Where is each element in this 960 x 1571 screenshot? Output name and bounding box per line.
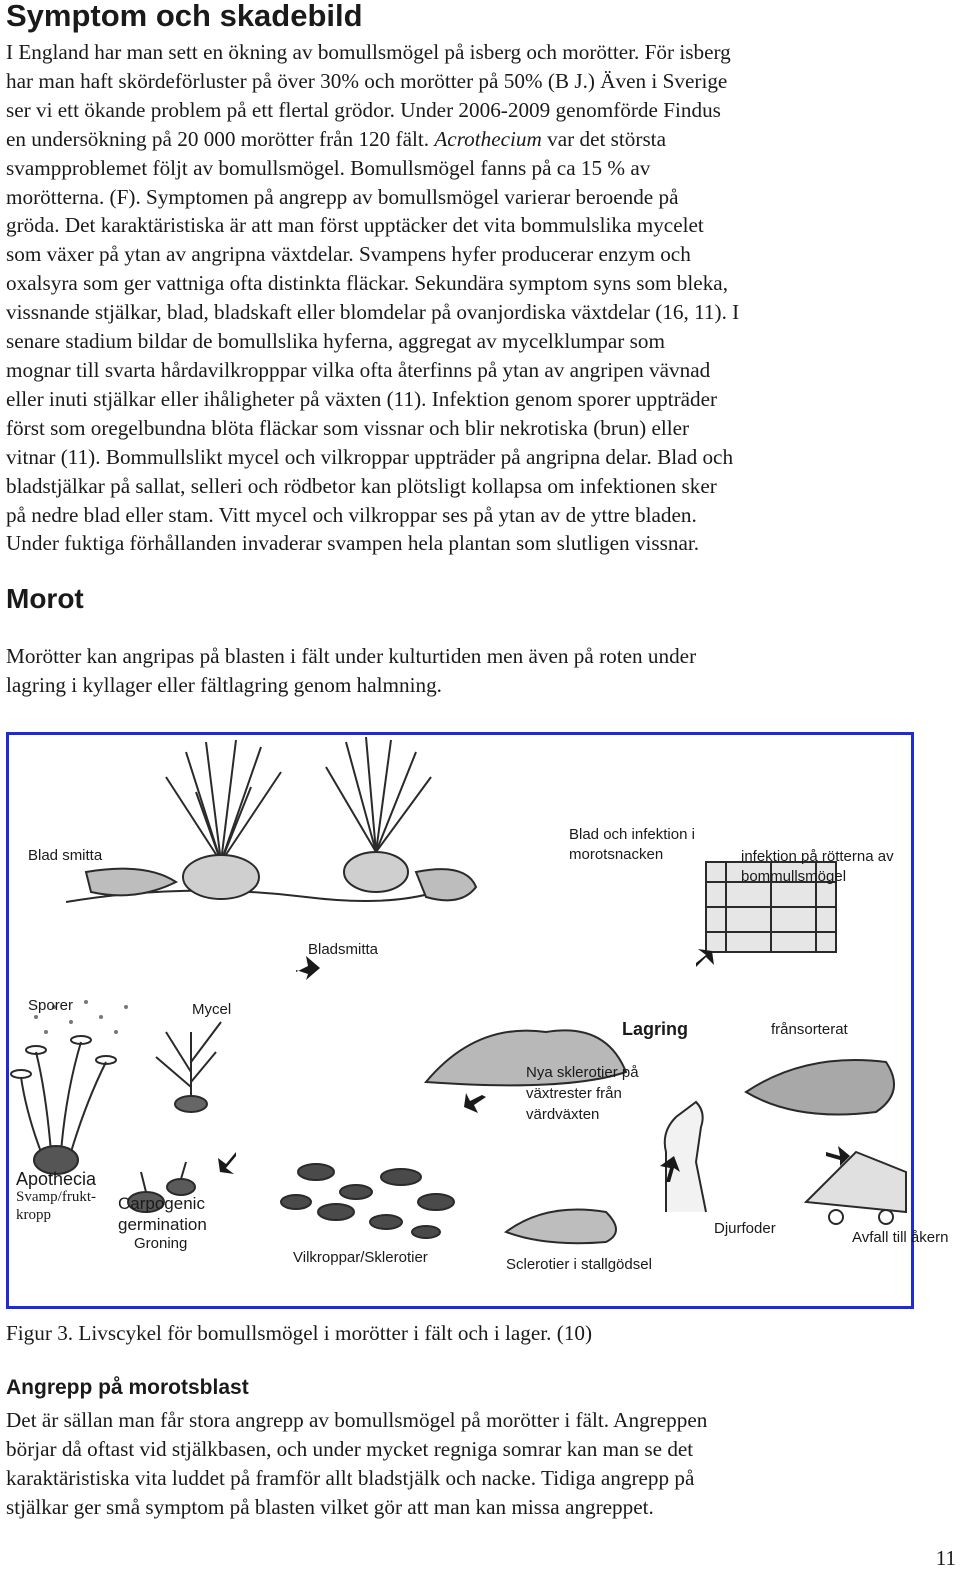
label-infektion-rot-2: bommullsmögel: [741, 868, 847, 885]
morot-paragraph: [6, 642, 958, 700]
angrepp-heading: Angrepp på morotsblast: [6, 1376, 249, 1399]
label-apothecia: Apothecia: [16, 1169, 97, 1189]
text-line: svampproblemet följt av bomullsmögel. Bomullsmögel fanns på ca 15 % av: [6, 155, 651, 180]
label-blad-infektion-2: morotsnacken: [569, 846, 664, 863]
label-lagring: Lagring: [622, 1019, 688, 1039]
text-line: mognar till svarta hårdavilkropppar vilka ofta återfinns på ytan av angripen vävnad: [6, 357, 711, 382]
text-line: börjar då oftast vid stjälkbasen, och under mycket regniga somrar kan man se det: [6, 1436, 694, 1461]
label-sporer: Sporer: [28, 997, 74, 1014]
text-line: morötterna. (F). Symptomen på angrepp av bomullsmögel varierar beroende på: [6, 184, 679, 209]
page-number: 11: [935, 1546, 956, 1570]
intro-paragraph: [6, 38, 958, 558]
text-line: Morötter kan angripas på blasten i fält under kulturtiden men även på roten under: [6, 644, 697, 668]
text-line: lagring i kyllager eller fältlagring genom halmning.: [6, 672, 442, 697]
text-line: först som oregelbundna blöta fläckar som vissnar och blir nekrotiska (brun) eller: [6, 415, 690, 440]
text-line: en undersökning på 20 000 morötter från 120 fält. Acrothecium var det största: [6, 126, 666, 151]
label-vilkroppar: Vilkroppar/Sklerotier: [293, 1249, 428, 1266]
text-line: oxalsyra som ger vattniga ofta distinkta fläckar. Sekundära symptom syns som bleka,: [6, 271, 728, 296]
label-djurfoder: Djurfoder: [714, 1220, 776, 1237]
text-line: gröda. Det karaktäristiska är att man först upptäcker det vita bommulslika mycelet: [6, 213, 704, 238]
label-carpogenic-2: germination: [118, 1215, 207, 1234]
angrepp-paragraph: [6, 1406, 958, 1522]
text-line: Det är sällan man får stora angrepp av bomullsmögel på morötter i fält. Angreppen: [6, 1408, 708, 1432]
label-sklerotier-stall: Sclerotier i stallgödsel: [506, 1256, 652, 1273]
text-line: har man haft skördeförluster på över 30% och morötter på 50% (B J.) Även i Sverige: [6, 68, 728, 93]
text-line: stjälkar ger små symptom på blasten vilket gör att man kan missa angreppet.: [6, 1494, 654, 1519]
label-nya-sklerotier-1: Nya sklerotier på: [526, 1064, 639, 1081]
label-avfall: Avfall till åkern: [852, 1229, 949, 1246]
text-line: vissnande stjälkar, blad, bladskaft eller blomdelar på ovanjordiska växtdelar (16, 11). I: [6, 300, 740, 325]
label-blad-smitta: Blad smitta: [28, 847, 103, 864]
label-carpogenic-1: Carpogenic: [118, 1194, 205, 1213]
label-svamp-frukt-2: kropp: [16, 1207, 51, 1223]
text-line: eller inuti stjälkar eller ihåligheter på växten (11). Infektion genom sporer uppträder: [6, 386, 718, 411]
label-nya-sklerotier-2: växtrester från: [526, 1085, 622, 1102]
label-svamp-frukt-1: Svamp/frukt-: [16, 1189, 96, 1205]
label-blad-infektion-1: Blad och infektion i: [569, 826, 695, 843]
text-line: senare stadium bildar de bomullslika hyferna, aggregat av mycelklumpar som: [6, 329, 665, 354]
text-line: karaktäristiska vita luddet på framför allt bladstjälk och nacke. Tidiga angrepp på: [6, 1465, 695, 1490]
text-line: som växer på ytan av angripna växtdelar. Svampens hyfer producerar enzym och: [6, 242, 691, 267]
label-infektion-rot-1: infektion på rötterna av: [741, 848, 894, 865]
label-mycel: Mycel: [192, 1001, 232, 1018]
text-line: vitnar (11). Bommullslikt mycel och vilkroppar uppträder på angripna delar. Blad och: [6, 444, 734, 469]
section-heading: Symptom och skadebild: [6, 0, 363, 33]
label-bladsmitta: Bladsmitta: [308, 941, 379, 958]
label-groning: Groning: [134, 1235, 188, 1252]
text-line: bladstjälkar på sallat, selleri och rödbetor kan plötsligt kollapsa om infektionen sker: [6, 473, 717, 498]
text-line: Under fuktiga förhållanden invaderar svampen hela plantan som slutligen vissnar.: [6, 531, 700, 556]
morot-heading: Morot: [6, 583, 84, 614]
figure-caption: Figur 3. Livscykel för bomullsmögel i morötter i fält och i lager. (10): [6, 1321, 593, 1345]
text-line: I England har man sett en ökning av bomullsmögel på isberg och morötter. För isberg: [6, 40, 731, 64]
lifecycle-figure: [6, 732, 949, 1309]
text-line: ser vi ett ökande problem på ett flertal grödor. Under 2006-2009 genomförde Findus: [6, 97, 721, 122]
text-line: på nedre blad eller stam. Vitt mycel och vilkroppar ses på ytan av de yttre bladen.: [6, 502, 697, 527]
label-nya-sklerotier-3: värdväxten: [526, 1106, 600, 1123]
species-name: Acrothecium: [434, 126, 542, 151]
label-fransorterat: frånsorterat: [771, 1021, 848, 1038]
